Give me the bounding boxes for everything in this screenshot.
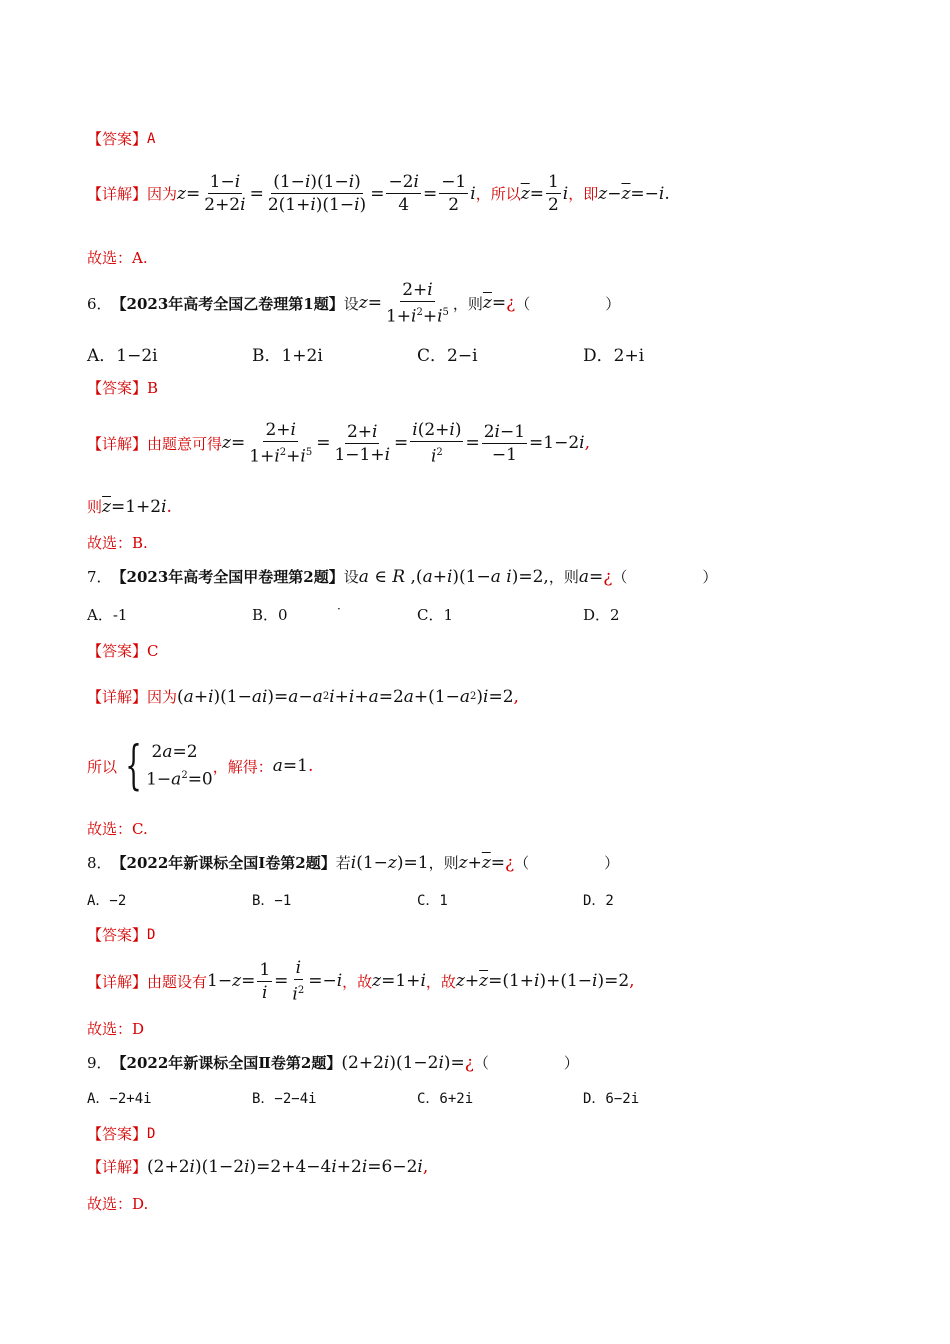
stem-text: ，则 — [548, 568, 579, 586]
stem-text: 设 — [343, 568, 359, 586]
detail-text: 由题设有 — [147, 972, 208, 991]
q9-conclusion — [87, 1193, 148, 1214]
q8-option-a[interactable]: A．−2 — [87, 893, 127, 909]
conclusion-text: 故选：D. — [87, 1195, 149, 1213]
detail-text: 所以 — [87, 757, 118, 776]
answer-tag: 【答案】 — [87, 379, 148, 397]
conclusion-text: 故选：B. — [87, 534, 148, 552]
q6-option-d[interactable]: D．2+i — [583, 346, 645, 366]
q7-detail-line: 【详解】 因为 ( a + i )(1− ai )= a − a 2 i + i + a =2 a +(1− a 2 ) i =2 , — [87, 686, 519, 707]
stray-dot: · — [337, 602, 341, 616]
answer-paren: （ ） — [514, 854, 620, 872]
question-number: 8． — [87, 854, 112, 872]
answer-value: D — [147, 926, 156, 943]
q8-stem: 8． 【2022年新课标全国Ⅰ卷第2题】 若 i(1−z)=1 ，则 $z+\overline{z}=¿$ （ ） — [87, 852, 620, 873]
detail-tag: 【详解】 — [87, 1158, 148, 1176]
answer-value: B — [147, 378, 159, 397]
q8-conclusion — [87, 1018, 144, 1039]
q5-answer-line — [87, 128, 155, 149]
question-number: 7． — [87, 568, 112, 586]
q7-option-d[interactable]: D．2 — [583, 606, 620, 624]
detail-text: 则 — [87, 498, 103, 516]
q5-conclusion — [87, 247, 148, 268]
q9-option-c[interactable]: C．6+2i — [417, 1091, 474, 1107]
q8-option-d[interactable]: D．2 — [583, 893, 614, 909]
q6-option-a[interactable]: A．1−2i — [87, 346, 158, 366]
q9-option-d[interactable]: D．6−2i — [583, 1091, 640, 1107]
q6-conclusion — [87, 532, 148, 553]
detail-tag: 【详解】 — [87, 434, 148, 453]
q7-detail-line2: 所以 { 2a=2 $1-a^2=0$ ，解得： a=1. — [87, 736, 314, 796]
stem-text: 若 — [335, 854, 351, 872]
q6-option-b[interactable]: B．1+2i — [252, 346, 323, 366]
q9-option-b[interactable]: B．−2−4i — [252, 1091, 317, 1107]
answer-tag: 【答案】 — [87, 130, 148, 148]
detail-text: ，故 — [342, 972, 373, 991]
stem-text: 设 — [343, 294, 359, 313]
detail-text: 所以 — [490, 185, 521, 203]
conclusion-text: 故选：D — [87, 1020, 145, 1038]
detail-text: ，解得： — [212, 757, 273, 776]
q7-option-a[interactable]: A．-1 — [87, 606, 128, 624]
answer-value: C — [147, 641, 159, 660]
question-source: 【2023年高考全国乙卷理第1题】 — [111, 294, 344, 313]
q8-detail-line: 【详解】 由题设有 1− z = $\frac{1}{i}$ = $\frac{i}{i^2}$ =− i ，故 z =1+ i ，故 z + $\overline{z}$ =(1+ i )+(1− i )=2 , — [87, 958, 635, 1005]
detail-text: 因为 — [147, 688, 178, 706]
q9-stem: 9． 【2022年新课标全国Ⅱ卷第2题】 (2+2i)(1−2i)=¿ （ ） — [87, 1052, 579, 1073]
detail-tag: 【详解】 — [87, 688, 148, 706]
q6-stem: 6． 【2023年高考全国乙卷理第1题】 设 z= $\frac{2+i}{1+i^2+i^5}$ ，则 $\overline{z}=¿$ （ ） — [87, 280, 621, 327]
q6-detail-line2: 则 $\overline{z}$ =1+2 i . — [87, 496, 172, 517]
q7-answer-line — [87, 640, 159, 661]
q7-stem: 7． 【2023年高考全国甲卷理第2题】 设 a ∈ R ,(a+i)(1−a i)=2, ，则 a=¿ （ ） — [87, 566, 718, 587]
q8-option-b[interactable]: B．−1 — [252, 893, 292, 909]
conclusion-text: 故选：A. — [87, 249, 148, 267]
q5-detail-line: 【详解】 因为 z = $\frac{1-i}{2+2i}$ = $\frac{(1-i)(1-i)}{2(1+i)(1-i)}$ = $\frac{-2i}{4}$ = $\frac{-1}{2}$ i ， 所以 $\overline{z}$ = $\frac{1}{2}$ i ， 即 z − $\overline{z}$ =− i . — [87, 172, 670, 215]
detail-text: 由题意可得 — [147, 434, 223, 453]
question-number: 6． — [87, 294, 112, 313]
q6-detail-line: 【详解】 由题意可得 z = $\frac{2+i}{1+i^2+i^5}$ = $\frac{2+i}{1-1+i}$ = $\frac{i(2+i)}{i^2}$ = $\frac{2i-1}{-1}$ =1−2 i , — [87, 420, 591, 467]
stem-text: ，则 — [452, 294, 483, 313]
detail-tag: 【详解】 — [87, 185, 148, 203]
q7-conclusion — [87, 818, 148, 839]
q6-option-c[interactable]: C．2−i — [417, 346, 478, 366]
answer-tag: 【答案】 — [87, 926, 148, 944]
detail-text: ，故 — [425, 972, 456, 991]
conclusion-text: 故选：C. — [87, 820, 148, 838]
question-source: 【2023年高考全国甲卷理第2题】 — [111, 568, 344, 586]
question-source: 【2022年新课标全国Ⅱ卷第2题】 — [111, 1054, 342, 1072]
stem-text: ，则 — [428, 854, 459, 872]
detail-text: 即 — [583, 185, 599, 203]
answer-value: A — [147, 130, 156, 147]
detail-tag: 【详解】 — [87, 972, 148, 991]
q7-option-c[interactable]: C．1 — [417, 606, 454, 624]
q9-answer-line — [87, 1123, 155, 1144]
q9-option-a[interactable]: A．−2+4i — [87, 1091, 152, 1107]
answer-paren: （ ） — [612, 568, 718, 586]
question-source: 【2022年新课标全国Ⅰ卷第2题】 — [111, 854, 336, 872]
detail-text: 因为 — [147, 185, 178, 203]
question-number: 9． — [87, 1054, 112, 1072]
answer-tag: 【答案】 — [87, 1125, 148, 1143]
q7-option-b[interactable]: B．0 — [252, 606, 288, 624]
answer-tag: 【答案】 — [87, 642, 148, 660]
q9-detail-line: 【详解】 (2+2 i )(1−2 i )=2+4−4 i +2 i =6−2 i , — [87, 1156, 429, 1177]
q8-option-c[interactable]: C．1 — [417, 893, 448, 909]
q8-answer-line — [87, 924, 155, 945]
answer-paren: （ ） — [515, 294, 621, 313]
q6-answer-line — [87, 377, 158, 398]
answer-value: D — [147, 1125, 156, 1142]
answer-paren: （ ） — [473, 1054, 579, 1072]
